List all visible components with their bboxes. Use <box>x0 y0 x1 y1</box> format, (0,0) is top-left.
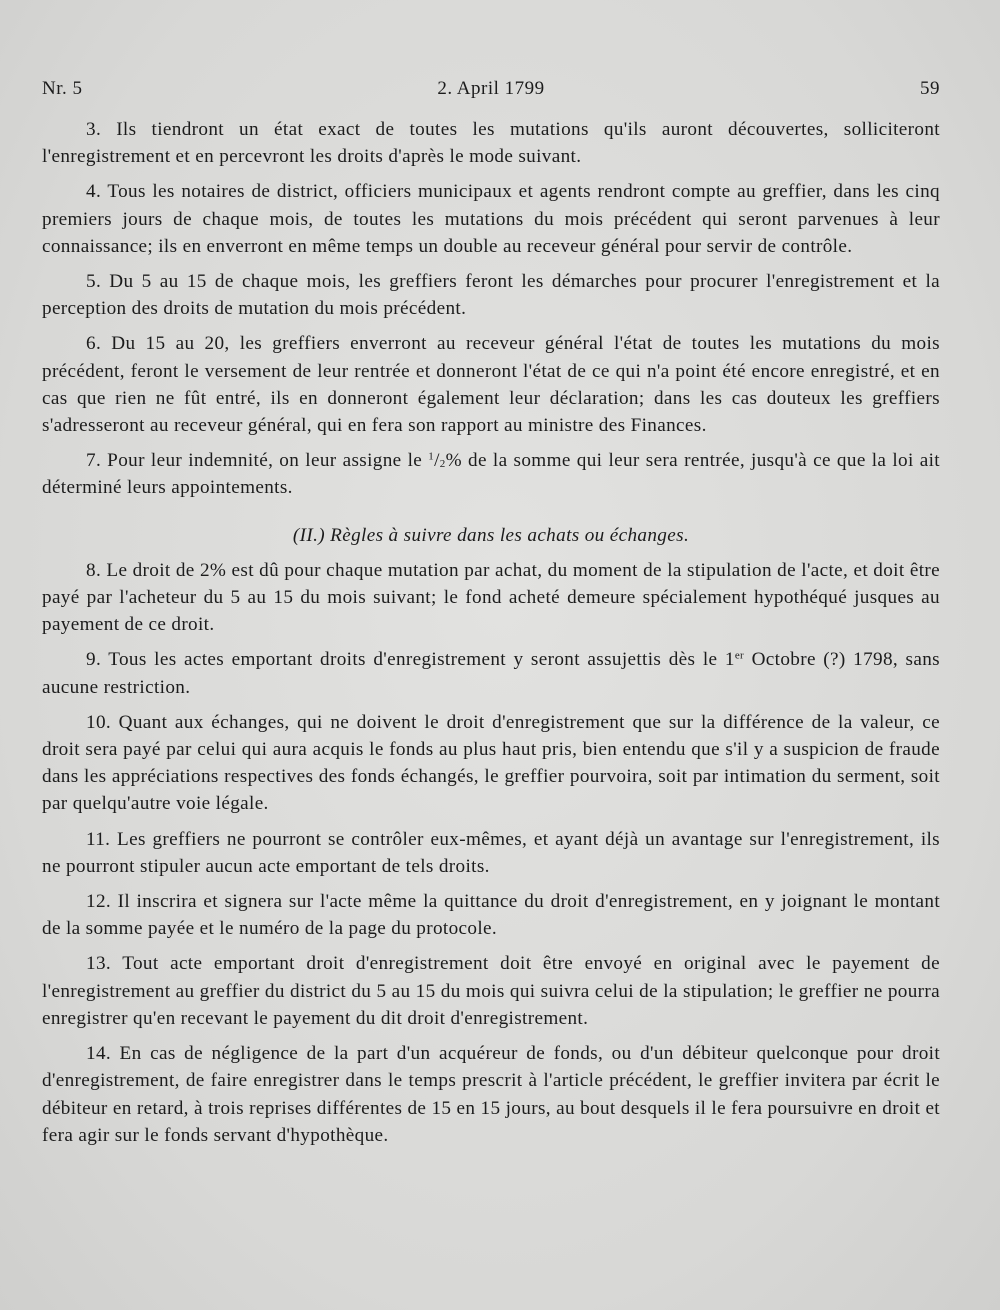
paragraph-6: 6. Du 15 au 20, les greffiers enverront au receveur général l'état de toutes les mutations du mois précédent, feront le versement de leur rentrée et donneront l'état de ce qui n'a point été encore enregistré, et en cas que rien ne fût entré, ils en donneront également leur déclaration; dans les cas douteux les greffiers s'adresseront au receveur général, qui en fera son rapport au ministre des Finances. <box>42 333 940 437</box>
paragraph-13: 13. Tout acte emportant droit d'enregistrement doit être envoyé en original avec le payement de l'enregistrement au greffier du district du 5 au 15 du mois qui suivra celui de la stipulation; le greffier ne pourra enregistrer qu'en recevant le payement du dit droit d'enregistrement. <box>42 953 940 1029</box>
paragraph-10: 10. Quant aux échanges, qui ne doivent le droit d'enregistrement que sur la différence de la valeur, ce droit sera payé par celui qui aura acquis le fonds au plus haut pris, bien entendu que s'il y a suspicion de fraude dans les appréciations respectives des fonds échangés, le greffier pourvoira, soit par intimation du serment, soit par quelqu'autre voie légale. <box>42 711 940 815</box>
paragraph-7-start: 7. Pour leur indemnité, on leur assigne le <box>86 450 429 472</box>
paragraph-11: 11. Les greffiers ne pourront se contrôler eux-mêmes, et ayant déjà un avantage sur l'enregistrement, ils ne pourront stipuler aucun acte emportant de tels droits. <box>42 828 940 877</box>
document-body <box>42 116 940 1157</box>
paragraph-8: 8. Le droit de 2% est dû pour chaque mutation par achat, du moment de la stipulation de l'acte, et doit être payé par l'acheteur du 5 au 15 du mois suivant; le fond acheté demeure spécialement hypothéqué jusques au payement de ce droit. <box>42 559 940 636</box>
section-heading <box>42 522 940 549</box>
paragraph-9-start: 9. Tous les actes emportant droits d'enregistrement y seront assujettis dès le 1 <box>86 649 735 671</box>
paragraph-9 <box>42 646 940 700</box>
page-date: 2. April 1799 <box>437 78 545 99</box>
paragraph-4: 4. Tous les notaires de district, officiers municipaux et agents rendront compte au greffier, dans les cinq premiers jours de chaque mois, de toutes les mutations du mois précédent qui seront parvenues à leur connaissance; ils en enverront en même temps un double au receveur général pour servir de contrôle. <box>42 181 940 257</box>
fraction-numerator: 1 <box>428 450 435 463</box>
paragraph-3: 3. Ils tiendront un état exact de toutes les mutations qu'ils auront découvertes, solliciteront l'enregistrement et en percevront les droits d'après le mode suivant. <box>42 119 940 168</box>
section-title: Règles à suivre dans les achats ou échanges. <box>330 524 690 546</box>
paragraph-12: 12. Il inscrira et signera sur l'acte même la quittance du droit d'enregistrement, en y joignant le montant de la somme payée et le numéro de la page du protocole. <box>42 891 940 940</box>
fraction-denominator: 2 <box>439 458 446 471</box>
page-number: 59 <box>920 78 940 99</box>
page-header <box>42 78 940 108</box>
document-number: Nr. 5 <box>42 78 83 99</box>
paragraph-9-end: Octobre (?) 1798, sans aucune restriction. <box>42 649 940 698</box>
ordinal-superscript: er <box>734 649 745 662</box>
paragraph-14: 14. En cas de négligence de la part d'un acquéreur de fonds, ou d'un débiteur quelconque pour droit d'enregistrement, de faire enregistrer dans le temps prescrit à l'article précédent, le greffier invitera par écrit le débiteur en retard, à trois reprises différentes de 15 en 15 jours, au bout desquels il le fera poursuivre en droit et fera agir sur le fonds servant d'hypothèque. <box>42 1043 940 1146</box>
paragraph-5: 5. Du 5 au 15 de chaque mois, les greffiers feront les démarches pour procurer l'enregistrement et la perception des droits de mutation du mois précédent. <box>42 271 940 320</box>
section-number: (II.) <box>292 524 325 546</box>
paragraph-7-end: % de la somme qui leur sera rentrée, jusqu'à ce que la loi ait déterminé leurs appointements. <box>42 450 940 499</box>
paragraph-7: 7. Pour leur indemnité, on leur assigne le $^1/_2\%$ de la somme qui leur sera rentrée, jusqu'à ce que la loi ait déterminé leurs appointements. <box>42 450 940 499</box>
